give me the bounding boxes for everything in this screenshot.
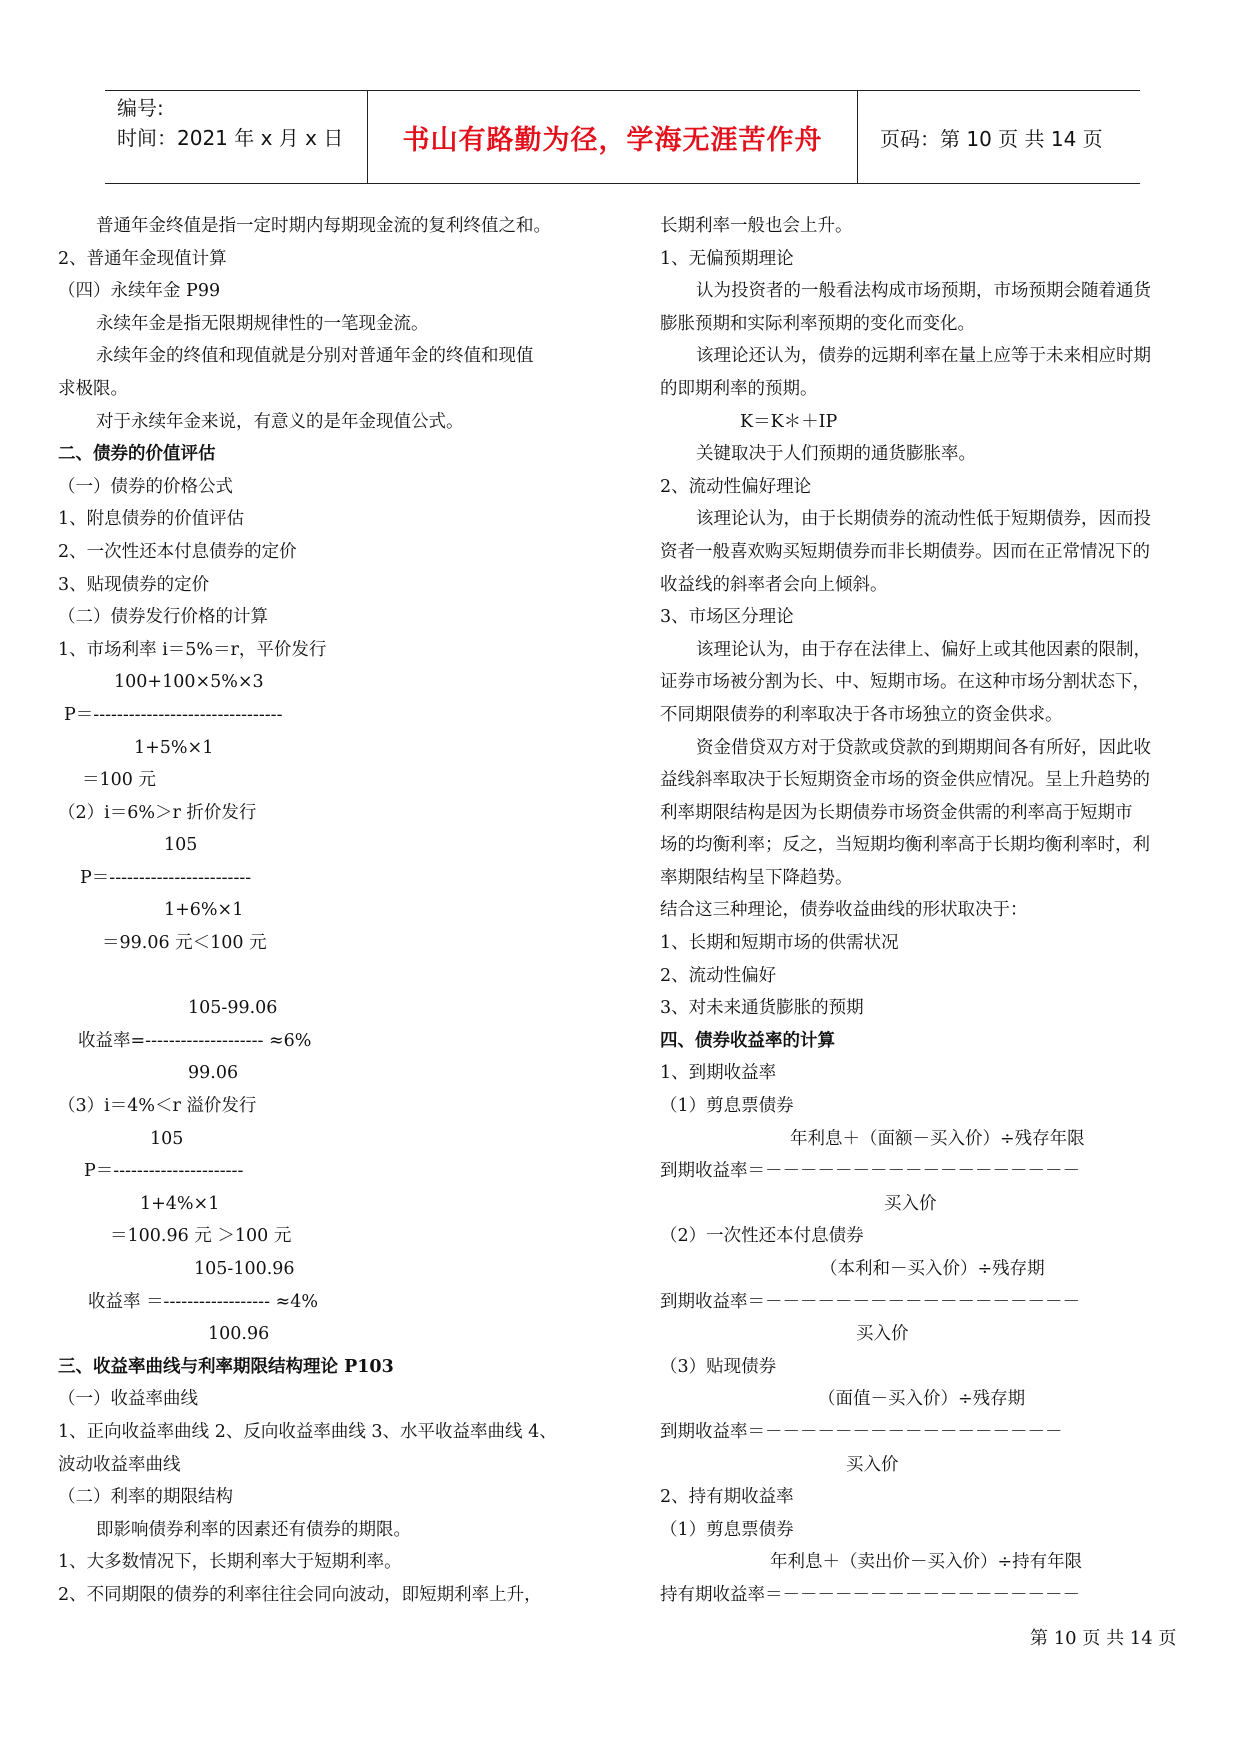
text-line: 该理论认为，由于存在法律上、偏好上或其他因素的限制， [696,639,1151,660]
text-line: 99.06 [188,1063,239,1084]
text-line: 买入价 [856,1324,909,1345]
text-line: （3）贴现债券 [660,1356,777,1377]
text-line: 2、流动性偏好 [660,965,777,986]
text-line: 即影响债券利率的因素还有债券的期限。 [96,1519,411,1540]
text-line: 1、大多数情况下，长期利率大于短期利率。 [58,1552,402,1573]
text-line: （1）剪息票债券 [660,1096,794,1117]
text-line: 求极限。 [58,378,128,399]
text-line: （3）i＝4%＜r 溢价发行 [58,1096,257,1117]
text-line: （本利和－买入价）÷残存期 [820,1259,1045,1279]
text-line [58,960,603,993]
section-heading: 三、收益率曲线与利率期限结构理论 P103 [58,1356,394,1377]
text-line: （四）永续年金 P99 [58,281,221,302]
text-line: ＝99.06 元＜100 元 [102,933,267,954]
text-line: 收益率 ＝------------------ ≈4% [88,1291,318,1312]
text-line: P＝-------------------------------- [64,704,283,725]
text-line: 100.96 [208,1324,270,1345]
text-line: 1、市场利率 i＝5%＝r，平价发行 [58,639,327,660]
text-line: 膨胀预期和实际利率预期的变化而变化。 [660,313,975,334]
text-line: 105 [164,835,198,856]
header-motto: 书山有路勤为径，学海无涯苦作舟 [402,124,823,156]
text-line: 到期收益率＝－－－－－－－－－－－－－－－－－－ [660,1161,1080,1182]
text-line: 105-100.96 [194,1259,295,1279]
text-line: 1、无偏预期理论 [660,248,794,269]
section-heading: 四、债券收益率的计算 [660,1030,835,1051]
text-line: 资金借贷双方对于贷款或贷款的到期期间各有所好，因此收 [696,737,1151,758]
text-line: 3、贴现债券的定价 [58,574,210,595]
text-line: 买入价 [884,1193,937,1214]
text-line: 永续年金是指无限期规律性的一笔现金流。 [96,313,429,334]
text-line: 买入价 [846,1454,899,1475]
text-line: 1、附息债券的价值评估 [58,509,245,530]
left-column [58,210,603,1612]
text-line: 波动收益率曲线 [58,1454,181,1475]
text-line: （一）债券的价格公式 [58,476,233,497]
text-line: （2）i＝6%＞r 折价发行 [58,802,257,823]
text-line: 105-99.06 [188,998,278,1019]
text-line: 长期利率一般也会上升。 [660,216,853,236]
text-line: 收益线的斜率者会向上倾斜。 [660,574,888,595]
header-page-code: 页码：第 10 页 共 14 页 [880,126,1103,151]
text-line: 年利息＋（卖出价－买入价）÷持有年限 [770,1552,1083,1573]
text-line: 3、对未来通货膨胀的预期 [660,998,864,1019]
text-line: P＝------------------------ [80,867,252,888]
text-line: 100+100×5%×3 [114,672,264,693]
header-divider [857,91,858,183]
text-line: 证券市场被分割为长、中、短期市场。在这种市场分割状态下， [660,672,1150,693]
page-header [105,90,1140,184]
text-line: 永续年金的终值和现值就是分别对普通年金的终值和现值 [96,346,534,367]
text-line: 普通年金终值是指一定时期内每期现金流的复利终值之和。 [96,216,551,236]
text-line: 该理论还认为，债券的远期利率在量上应等于未来相应时期 [696,346,1151,367]
text-line: 认为投资者的一般看法构成市场预期，市场预期会随着通货 [696,281,1151,302]
text-line: 1、到期收益率 [660,1063,777,1084]
document-time-label: 时间：2021 年 x 月 x 日 [117,126,344,150]
right-column [660,210,1200,1612]
text-line: 资者一般喜欢购买短期债券而非长期债券。因而在正常情况下的 [660,541,1150,562]
section-heading: 二、债券的价值评估 [58,444,216,465]
text-line: 益线斜率取决于长短期资金市场的资金供应情况。呈上升趋势的 [660,770,1150,791]
text-line: 结合这三种理论，债券收益曲线的形状取决于： [660,900,1028,921]
header-meta [117,93,343,153]
text-line: 1、长期和短期市场的供需状况 [660,933,899,954]
text-line: 年利息＋（面额－买入价）÷残存年限 [790,1128,1085,1149]
document-number-label: 编号: [117,96,164,120]
text-line: ＝100 元 [82,770,156,791]
text-line: 105 [150,1128,184,1149]
text-line: 该理论认为，由于长期债券的流动性低于短期债券，因而投 [696,509,1151,530]
text-line: （1）剪息票债券 [660,1519,794,1540]
text-line: 2、普通年金现值计算 [58,248,227,269]
text-line: （面值－买入价）÷残存期 [818,1389,1026,1410]
text-line: （一）收益率曲线 [58,1389,198,1410]
text-line: 1+5%×1 [134,737,214,758]
text-line: ＝100.96 元 ＞100 元 [110,1226,292,1247]
text-line: 利率期限结构是因为长期债券市场资金供需的利率高于短期市 [660,802,1133,823]
text-line: 不同期限债券的利率取决于各市场独立的资金供求。 [660,704,1063,725]
text-line: 2、一次性还本付息债券的定价 [58,541,297,562]
text-line: 的即期利率的预期。 [660,378,818,399]
text-line: （2）一次性还本付息债券 [660,1226,864,1247]
text-line: （二）债券发行价格的计算 [58,607,268,628]
text-line: 收益率=-------------------- ≈6% [78,1030,312,1051]
text-line: 1、正向收益率曲线 2、反向收益率曲线 3、水平收益率曲线 4、 [58,1421,557,1442]
text-line: 场的均衡利率；反之，当短期均衡利率高于长期均衡利率时，利 [660,835,1150,856]
text-line: K＝K＊＋IP [740,411,838,432]
text-line: 到期收益率＝－－－－－－－－－－－－－－－－－ [660,1421,1063,1442]
text-line: P＝---------------------- [84,1161,244,1182]
text-line: 1+6%×1 [164,900,244,921]
text-line: （二）利率的期限结构 [58,1487,233,1508]
text-line: 对于永续年金来说，有意义的是年金现值公式。 [96,411,464,432]
text-line: 持有期收益率＝－－－－－－－－－－－－－－－－－ [660,1584,1080,1605]
text-line: 3、市场区分理论 [660,607,794,628]
text-line: 1+4%×1 [140,1193,220,1214]
text-line: 2、不同期限的债券的利率往往会同向波动，即短期利率上升， [58,1584,542,1605]
text-line: 2、流动性偏好理论 [660,476,812,497]
text-line: 2、持有期收益率 [660,1487,794,1508]
page-footer: 第 10 页 共 14 页 [1030,1628,1177,1649]
text-line: 关键取决于人们预期的通货膨胀率。 [696,444,976,465]
text-line: 率期限结构呈下降趋势。 [660,867,853,888]
text-line: 到期收益率＝－－－－－－－－－－－－－－－－－－ [660,1291,1080,1312]
